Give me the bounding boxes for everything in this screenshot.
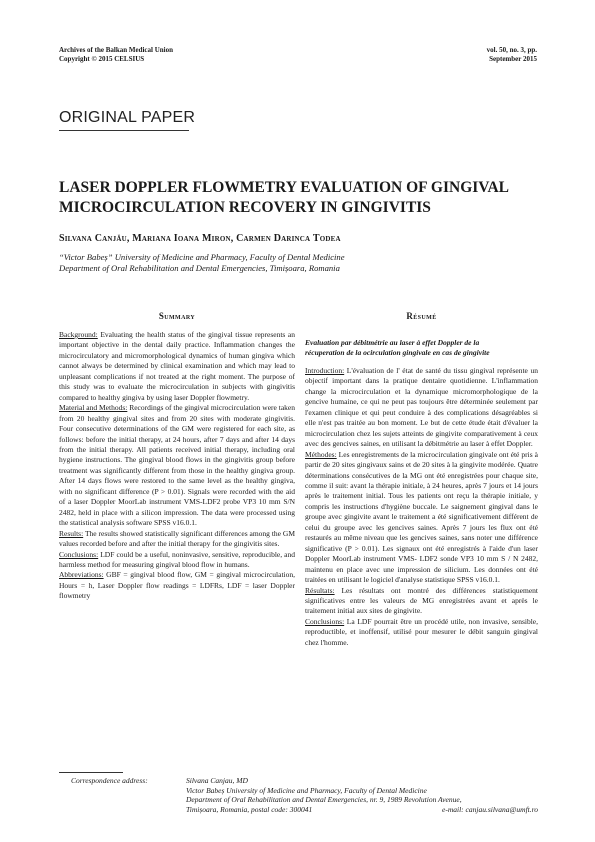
title-line: MICROCIRCULATION RECOVERY IN GINGIVITIS bbox=[59, 199, 431, 216]
affiliation-line: Department of Oral Rehabilitation and Dental Emergencies, Timișoara, Romania bbox=[59, 263, 340, 273]
section-label: Material and Methods: bbox=[59, 403, 128, 413]
article-type-underline bbox=[59, 130, 189, 131]
resume-column bbox=[305, 366, 538, 648]
correspondence-name: Silvana Canjau, MD bbox=[186, 776, 248, 785]
section-text: Les résultats ont montré des différences statistiquement significatives entre les valeurs de MG enregistrées avant et après le traitement initial aux sites de gingivite. bbox=[305, 585, 538, 616]
summary-paragraph bbox=[59, 330, 295, 403]
section-text: The results showed statistically significant differences among the GM values recorded before and after the initial therapy for the gingivitis sites. bbox=[59, 528, 295, 549]
section-text: La LDF pourrait être un procédé utile, non invasive, sensible, reproductible, et inoffensif, utilisé pour mesurer le débit sanguin gingival chez l'homme. bbox=[305, 616, 538, 647]
resume-paragraph bbox=[305, 450, 538, 586]
correspondence-line: Timișoara, Romania, postal code: 300041 bbox=[186, 804, 313, 814]
section-text: LDF could be a useful, noninvasive, sensitive, reproducible, and harmless method for measuring gingival blood flow in humans. bbox=[59, 549, 295, 569]
section-label: Results: bbox=[59, 528, 84, 538]
correspondence-line: Department of Oral Rehabilitation and Dental Emergencies, nr. 9, 1989 Revolution Avenue, bbox=[186, 795, 462, 804]
section-label: Méthodes: bbox=[305, 449, 337, 459]
section-label: Résultats: bbox=[305, 585, 335, 595]
section-text: Evaluating the health status of the gingival tissue represents an important objective in the dental daily practice. Inflammation changes the microcirculatory and micromorphological dynamics of human gingiva which cannot always be determined by clinical examination and which may lead to unpleasant complications if not treated at the right moment. The purpose of this study was to evaluate the microcirculation in subjects with gingivitis compared to healthy gingiva by using laser Doppler flowmetry. bbox=[59, 330, 295, 402]
resume-title-line: récuperation de la ocirculation gingivale en cas de gingivite bbox=[305, 348, 490, 358]
correspondence-block bbox=[186, 776, 538, 814]
correspondence-label: Correspondence address: bbox=[71, 776, 148, 785]
issue-date: September 2015 bbox=[489, 54, 537, 63]
correspondence-email: e-mail: canjau.silvana@umft.ro bbox=[442, 804, 538, 814]
journal-name: Archives of the Balkan Medical Union bbox=[59, 46, 174, 54]
section-text: Recordings of the gingival microcirculation were taken from 20 healthy gingival sites and from 20 sites with moderate gingivitis. Four consecutive determinations of the GM were registered for each site, as follows: before the initial therapy, at 24 hours, after 7 days and after 14 days from the initial therapy. All patients received initial therapy, including oral hygiene instructions. The gingival blood flows in the gingivitis group before treatment was significantly different from those in the healthy gingiva group. After 14 days flows were restored to the same level as the healthy gingiva, with no significant difference (P > 0.01). Signals were recorded with the aid of a laser Doppler MoorLab instrument VMS-LDF2 probe VP3 10 mm S/N 2482, held in place with a silicon impression. The data were processed using the statistical analysis software SPSS v16.0.1. bbox=[59, 403, 295, 528]
affiliation bbox=[59, 252, 345, 274]
journal-header bbox=[59, 46, 173, 63]
section-text: GBF = gingival blood flow, GM = gingival microcirculation, Hours = h, Laser Doppler flow readings = LDFRs, LDF = laser Doppler flowmetry bbox=[59, 570, 295, 601]
summary-heading: Summary bbox=[158, 311, 196, 321]
summary-paragraph bbox=[59, 529, 295, 550]
section-text: L'évaluation de l' état de santé du tissu gingival représente un objectif important dans la pratique dentaire quotidienne. L'inflammation change la microcirculation et la dynamique micromorphologique de la gencive humaine, ce qui ne peut pas toujours être déterminée seulement par l'examen clinique et qui peut conduire à des complications désagréables si elle n'est pas traitée au bon moment. Le but de cette étude était d'évaluer la microcirculation chez les sujets atteints de gingivite comparativement à ceux avec des gencives saines, en utilisant la débitmétrie au laser à effet Doppler. bbox=[305, 366, 538, 449]
title-line: LASER DOPPLER FLOWMETRY EVALUATION OF GINGIVAL bbox=[59, 179, 510, 196]
section-text: Les enregistrements de la microcirculation gingivale ont été pris à partir de 20 sites gingivaux sains et de 20 sites à la gingivite modérée. Quatre déterminations consécutives de la MG ont été enregistrées pour chaque site, comme il suit: avant la thérapie initiale, à 24 heures, après 7 jours et 14 jours après le traitement initial. Tous les patients ont reçu la thérapie initiale, y compris les instructions d'hygiène buccale. Le saignement gingival dans le groupe avec gingivite avant le traitement a été significativement différent de celui du groupe avec les gencives saines. Après 7 jours les flux ont été restaurés au même niveau que les gencives saines, sans noter une différence significative (P > 0.01). Les signaux ont été enregistrés à l'aide d'un laser Doppler MoorLab instrument VMS- LDF2 sonde VP3 10 mm S / N 2482, maintenu en place avec une impression de silicium. Les données ont été traitées en utilisant le logiciel d'analyse statistique SPSS v16.0.1. bbox=[305, 449, 538, 585]
resume-title-line: Evaluation par débitmétrie au laser à effet Doppler de la bbox=[305, 338, 480, 347]
section-label: Conclusions: bbox=[305, 616, 345, 626]
resume-paragraph bbox=[305, 617, 538, 648]
summary-column bbox=[59, 330, 295, 602]
resume-paragraph bbox=[305, 586, 538, 617]
section-label: Introduction: bbox=[305, 366, 345, 375]
summary-paragraph bbox=[59, 403, 295, 528]
section-label: Abbreviations: bbox=[59, 570, 104, 580]
author-list: Silvana Canjău, Mariana Ioana Miron, Carmen Darinca Todea bbox=[59, 233, 341, 244]
copyright-notice: Copyright © 2015 CELSIUS bbox=[59, 54, 145, 63]
footnote-divider bbox=[59, 772, 123, 773]
correspondence-line: Victor Babeș University of Medicine and Pharmacy, Faculty of Dental Medicine bbox=[186, 785, 427, 795]
resume-heading: Résumé bbox=[406, 311, 437, 321]
resume-title bbox=[305, 338, 538, 359]
volume-info: vol. 50, no. 3, pp. bbox=[486, 46, 537, 54]
section-label: Conclusions: bbox=[59, 549, 99, 559]
affiliation-line: “Victor Babeș” University of Medicine and Pharmacy, Faculty of Dental Medicine bbox=[59, 252, 345, 262]
article-type-label: ORIGINAL PAPER bbox=[59, 109, 196, 126]
section-label: Background: bbox=[59, 330, 98, 339]
summary-paragraph bbox=[59, 570, 295, 601]
article-title bbox=[59, 178, 539, 218]
correspondence-last-row bbox=[186, 805, 538, 815]
summary-paragraph bbox=[59, 550, 295, 571]
resume-paragraph bbox=[305, 366, 538, 450]
issue-header bbox=[487, 46, 537, 63]
